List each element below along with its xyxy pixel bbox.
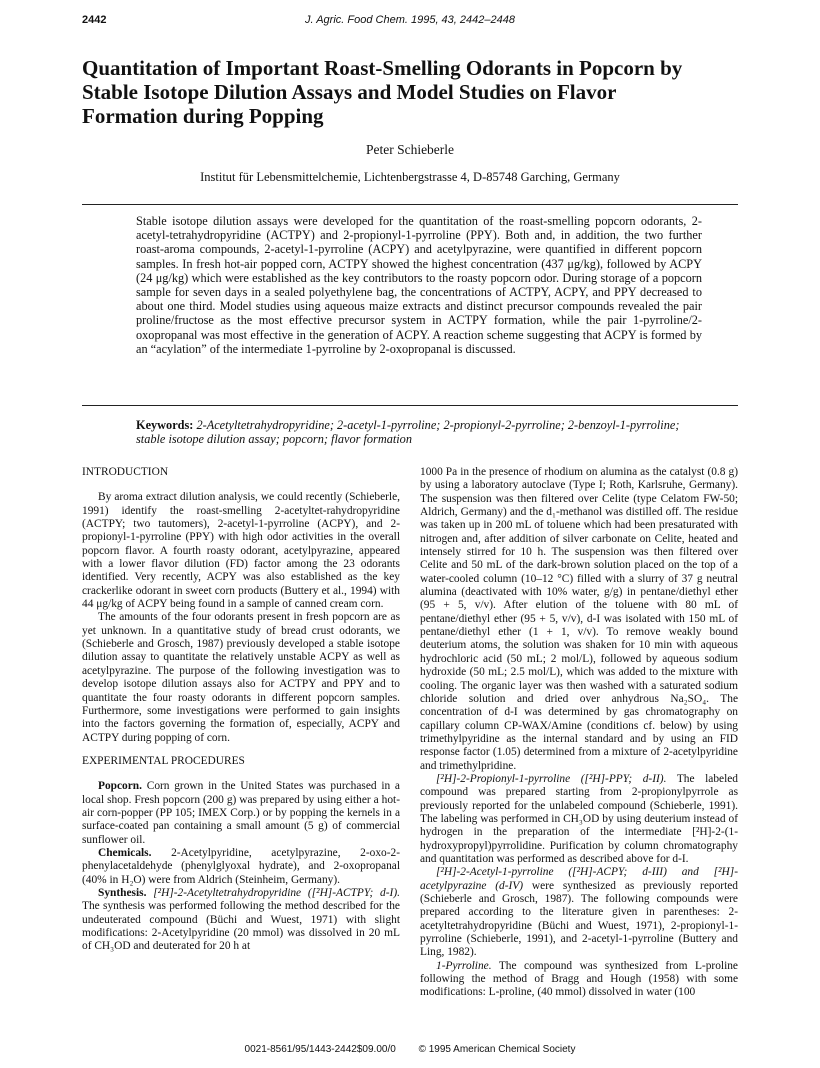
right-paragraph-2-compound: [²H]-2-Propionyl-1-pyrroline ([²H]-PPY; d-II).: [436, 772, 667, 785]
right-paragraph-1: 1000 Pa in the presence of rhodium on alumina as the catalyst (0.8 g) by using a laboratory autoclave (Type I; Roth, Karlsruhe, Germany). The suspension was then filtered over Celite (type Celatom FW-50; Aldrich, Germany) and the d₁-methanol was distilled off. The residue was taken up in 200 mL of toluene which had been presaturated with nitrogen and, after addition of silver carbonate on Celite, heated and intensely stirred for 10 h. The suspension was then filtered over Celite and 50 mL of the dark-brown solution placed on the top of a water-cooled column (10–12 °C) filled with a slurry of 37 g neutral alumina (deactivated with 10% water, g/g) in pentane/diethyl ether (95 + 5, v/v). After elution of the toluene with 80 mL of pentane/diethyl ether (95 + 5, v/v), d-I was isolated with 150 mL of pentane/diethyl ether (1 + 1, v/v). To remove weakly bound deuterium atoms, the solution was shaken for 10 min with aqueous hydrochloric acid (50 mL; 2 mol/L), followed by aqueous sodium hydroxide (50 mL; 2.5 mol/L), which was added to the mixture with cooling. The organic layer was then washed with a saturated sodium chloride solution and dried over anhydrous Na₂SO₄. The concentration of d-I was determined by gas chromatography on capillary column CP-WAX/Amine (conditions cf. below) by using trimethylpyridine as the internal standard and by using an FID response factor (1.05) determined from a mixture of 2-acetylpyridine and trimethylpridine.: [420, 466, 738, 772]
paper-title: Quantitation of Important Roast-Smelling Odorants in Popcorn by Stable Isotope Dilution Assays and Model Studies on Flavor Formation during Popping: [82, 56, 683, 128]
keywords: [136, 418, 702, 446]
page-number: 2442: [82, 14, 107, 26]
popcorn-label: Popcorn.: [98, 780, 142, 793]
popcorn-text: Corn grown in the United States was purchased in a local shop. Fresh popcorn (200 g) was prepared by using either a hot-air corn-popper (PP 105; IMEX Corp.) or by popping the kernels in a surface-coated pan containing a small amount (5 g) of commercial sunflower oil.: [82, 780, 400, 846]
right-paragraph-3: [420, 866, 738, 959]
chemicals-text: 2-Acetylpyridine, acetylpyrazine, 2-oxo-2-phenylacetaldehyde (phenylglyoxal hydrate), and 2-oxopropanal (40% in H₂O) were from Aldrich (Steinheim, Germany).: [82, 846, 400, 886]
chemicals-label: Chemicals.: [98, 846, 152, 859]
footer-code: 0021-8561/95/1443-2442$09.00/0: [244, 1044, 396, 1055]
section-heading-introduction: INTRODUCTION: [82, 466, 169, 478]
author-name: Peter Schieberle: [365, 142, 455, 157]
popcorn-paragraph: [82, 780, 400, 847]
synthesis-paragraph: [82, 887, 400, 954]
chemicals-paragraph: [82, 847, 400, 887]
abstract: Stable isotope dilution assays were developed for the quantitation of the roast-smelling popcorn odorants, 2-acetyl-tetrahydropyridine (ACTPY) and 2-propionyl-1-pyrroline (PPY). Both and, in addition, the two further roast-aroma compounds, 2-acetyl-1-pyrroline (ACPY) and acetylpyrazine, were quantified in different popcorn samples. In fresh hot-air popped corn, ACTPY showed the highest concentration (437 μg/kg), followed by ACPY (24 μg/kg) which were established as the key contributors to the roasty popcorn odor. During storage of a popcorn sample for seven days in a sealed polyethylene bag, the concentrations of ACTPY, ACPY, and PPY decreased to about one third. Model studies using aqueous maize extracts and distinct precursor compounds revealed the pair proline/fructose as the most effective precursor system in ACTPY formation, while the pair 1-pyrroline/2-oxopropanal was most effective in the generation of ACPY. A reaction scheme suggesting that ACPY is formed by an “acylation” of the intermediate 1-pyrroline by 2-oxopropanal is discussed.: [136, 214, 702, 356]
section-heading-experimental: EXPERIMENTAL PROCEDURES: [82, 754, 245, 767]
page-footer: [0, 1044, 820, 1055]
divider-top: [82, 204, 738, 205]
author-affiliation: Institut für Lebensmittelchemie, Lichtenbergstrasse 4, D-85748 Garching, Germany: [200, 170, 620, 184]
right-paragraph-3-text: were synthesized as previously reported (Schieberle and Grosch, 1987). The following compounds were prepared according to the literature given in parentheses: 2-acetyltetrahydropyridine (Büchi and Wuest, 1971), 2-propionyl-1-pyrroline (Schieberle, 1991), and 2-acetyl-1-pyrroline (Buttery and Ling, 1982).: [420, 879, 738, 959]
keywords-label: Keywords:: [136, 418, 194, 432]
right-paragraph-2-text: The labeled compound was prepared starting from 2-propionylpyrrole as previously reported for the unlabeled compound (Schieberle, 1991). The labeling was performed in CH₃OD by using deuterium instead of hydrogen in the preparation of the intermediate [²H]-2-(1-hydroxypropyl)pyrrolidine. Purification by column chromatography and quantitation was performed as described above for d-I.: [420, 772, 738, 865]
right-paragraph-4-compound: 1-Pyrroline.: [436, 959, 492, 972]
right-paragraph-2: [420, 773, 738, 866]
synthesis-text: The synthesis was performed following the method described for the undeuterated compound (Büchi and Wuest, 1971) with slight modifications: 2-Acetylpyridine (20 mmol) was dissolved in 20 mL of CH₃OD and deuterated for 20 h at: [82, 900, 400, 953]
synthesis-label: Synthesis.: [98, 886, 147, 899]
divider-bottom: [82, 405, 738, 406]
right-paragraph-4: [420, 960, 738, 1000]
keywords-text: 2-Acetyltetrahydropyridine; 2-acetyl-1-pyrroline; 2-propionyl-2-pyrroline; 2-benzoyl-1-pyrroline; stable isotope dilution assay; popcorn; flavor formation: [136, 418, 680, 447]
right-paragraph-4-text: The compound was synthesized from L-proline following the method of Bragg and Hough (1958) with some modifications: L-proline, (40 mmol) dissolved in water (100: [420, 959, 738, 999]
synthesis-compound: [²H]-2-Acetyltetrahydropyridine ([²H]-ACTPY; d-I).: [153, 886, 400, 899]
journal-citation: J. Agric. Food Chem. 1995, 43, 2442–2448: [305, 14, 515, 26]
right-paragraph-3-compound: [²H]-2-Acetyl-1-pyrroline ([²H]-ACPY; d-III) and [²H]-acetylpyrazine (d-IV): [420, 866, 738, 892]
intro-paragraph-2: The amounts of the four odorants present in fresh popcorn are as yet unknown. In a quantitative study of bread crust odorants, we (Schieberle and Grosch, 1987) previously developed a stable isotope dilution assay to quantitate the relatively unstable ACPY as well as acetylpyrazine. The purpose of the following investigation was to develop isotope dilution assays also for ACTPY and PPY and to quantitate the four roasty odorants in different popcorn samples. Furthermore, some investigations were performed to gain insights into the factors governing the formation of, especially, ACPY and ACTPY during popping of corn.: [82, 611, 400, 744]
running-header: [82, 14, 738, 30]
intro-paragraph-1: By aroma extract dilution analysis, we could recently (Schieberle, 1991) identify the roast-smelling 2-acetyltet-rahydropyridine (ACTPY; two tautomers), 2-acetyl-1-pyrroline (ACPY), and 2-propionyl-1-pyrroline (PPY) with high odor activities in the overall popcorn flavor. A fourth roasty odorant, acetylpyrazine, appeared with a lower flavor dilution (FD) factor among the 23 odorants identified. Very recently, ACPY was also established as the key crackerlike odorant in sweet corn products (Buttery et al., 1994) with 44 μg/kg of ACPY being found in a sample of canned cream corn.: [82, 491, 400, 611]
left-column: [82, 466, 400, 954]
footer-copyright: © 1995 American Chemical Society: [418, 1044, 576, 1055]
right-column: [420, 466, 738, 1000]
